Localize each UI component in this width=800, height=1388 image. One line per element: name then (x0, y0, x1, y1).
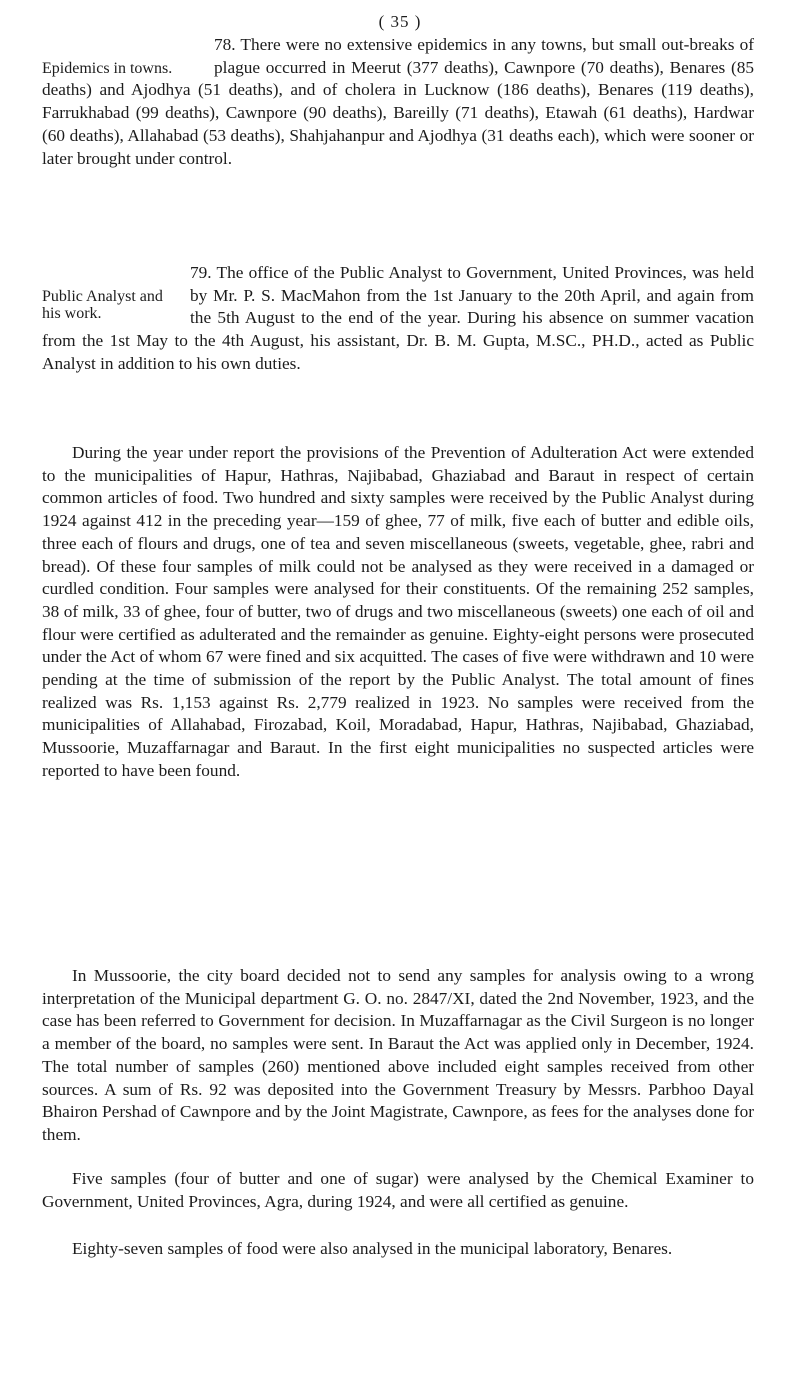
section-eighty-seven (42, 1238, 754, 1261)
sidenote-epidemics: Epidemics in towns. (42, 60, 173, 77)
paragraph-five-samples: Five samples (four of butter and one of sugar) were analysed by the Chemical Examiner to Government, United Provinces, Agra, during 1924, and were all certified as genuine. (42, 1169, 754, 1211)
paragraph-eighty-seven: Eighty-seven samples of food were also analysed in the municipal laboratory, Benares. (72, 1239, 673, 1258)
section-79 (42, 262, 754, 376)
section-adulteration (42, 442, 754, 783)
section-78 (42, 34, 754, 170)
paragraph-78: 78. There were no extensive epidemics in any towns, but small out-breaks of plague occurred in Meerut (377 deaths), Cawnpore (70 deaths), Benares (85 deaths) and Ajodhya (51 deaths), and of cholera in Lucknow (186 deaths), Benares (119 deaths), Farrukhabad (99 deaths), Cawnpore (90 deaths), Bareilly (71 deaths), Etawah (61 deaths), Hardwar (60 deaths), Allahabad (53 deaths), Shahjahanpur and Ajodhya (31 deaths each), which were sooner or later brought under control. (42, 35, 754, 168)
page-number: ( 35 ) (378, 12, 422, 31)
paragraph-mussoorie: In Mussoorie, the city board decided not to send any samples for analysis owing to a wrong interpretation of the Municipal department G. O. no. 2847/XI, dated the 2nd November, 1923, and the case has been referred to Government for decision. In Muzaffarnagar as the Civil Surgeon is no longer a member of the board, no samples were sent. In Baraut the Act was applied only in December, 1924. The total number of samples (260) mentioned above included eight samples received from other sources. A sum of Rs. 92 was deposited into the Government Treasury by Messrs. Parbhoo Dayal Bhairon Pershad of Cawnpore and by the Joint Magistrate, Cawnpore, as fees for the analyses done for them. (42, 966, 754, 1144)
section-five-samples (42, 1168, 754, 1213)
sidenote-public-analyst: Public Analyst and his work. (42, 288, 163, 322)
section-mussoorie (42, 965, 754, 1147)
paragraph-79: 79. The office of the Public Analyst to Government, United Provinces, was held by Mr. P. S. MacMahon from the 1st January to the 20th April, and again from the 5th August to the end of the year. During his absence on summer vacation from the 1st May to the 4th August, his assistant, Dr. B. M. Gupta, M.SC., PH.D., acted as Public Analyst in addition to his own duties. (42, 263, 754, 373)
paragraph-adulteration: During the year under report the provisions of the Prevention of Adulteration Act were extended to the municipalities of Hapur, Hathras, Najibabad, Ghaziabad and Baraut in respect of certain common articles of food. Two hundred and sixty samples were received by the Public Analyst during 1924 against 412 in the preceding year—159 of ghee, 77 of milk, five each of butter and edible oils, three each of flours and drugs, one of tea and seven miscellaneous (sweets, vegetable, ghee, rabri and bread). Of these four samples of milk could not be analysed as they were received in a damaged or curdled condition. Four samples were analysed for their constituents. Of the remaining 252 samples, 38 of milk, 33 of ghee, four of butter, two of drugs and two miscellaneous (sweets) one each of oil and flour were certified as adulterated and the remainder as genuine. Eighty-eight persons were prosecuted under the Act of whom 67 were fined and six acquitted. The cases of five were withdrawn and 10 were pending at the time of submission of the report by the Public Analyst. The total amount of fines realized was Rs. 1,153 against Rs. 2,779 realized in 1923. No samples were received from the municipalities of Allahabad, Firozabad, Koil, Moradabad, Hapur, Hathras, Najibabad, Ghaziabad, Mussoorie, Muzaffarnagar and Baraut. In the first eight municipalities no suspected articles were reported to have been found. (42, 443, 754, 780)
